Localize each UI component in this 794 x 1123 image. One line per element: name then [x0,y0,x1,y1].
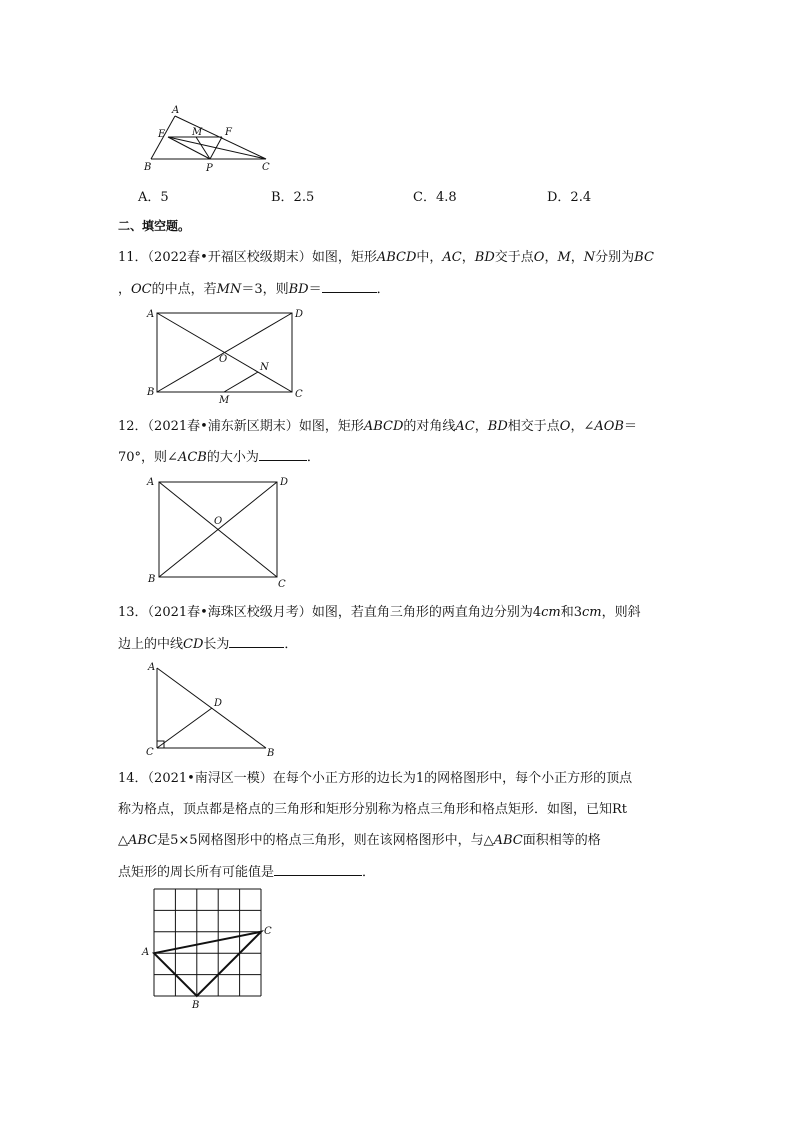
q10-label-a: A [172,105,180,116]
q12-label-c: C [278,579,286,590]
q10-label-f: F [225,127,232,138]
q14-line3: △ABC是5×5网格图形中的格点三角形，则在该网格图形中，与△ABC面积相等的格 [118,833,601,848]
q12-label-a: A [147,477,155,488]
q10-option-c[interactable]: C．4.8 [413,190,457,205]
q10-label-m: M [192,127,203,138]
q12-label-b: B [148,574,156,585]
q14-label-b: B [192,1000,200,1011]
q14-label-c: C [264,926,272,937]
q12-line2: 70°，则∠ACB的大小为 ． [118,447,320,468]
q13-line1: 13．（2021春•海珠区校级月考）如图，若直角三角形的两直角边分别为4cm和3cm，则斜 [118,605,641,620]
q13-label-c: C [146,747,154,758]
q11-label-m: M [219,395,230,406]
q11-label-b: B [147,387,155,398]
q10-label-e: E [158,129,166,140]
q13-line2: 边上的中线CD长为 ． [118,634,297,655]
q11-line1: 11．（2022春•开福区校级期末）如图，矩形ABCD中，AC，BD交于点O，M，N分别为BC [118,250,654,265]
q10-label-c: C [262,162,270,173]
q12-label-d: D [280,477,289,488]
q11-label-n: N [260,362,269,373]
q10-label-b: B [144,162,152,173]
q10-label-p: P [206,163,213,174]
q14-line2: 称为格点，顶点都是格点的三角形和矩形分别称为格点三角形和格点矩形．如图，已知Rt [118,802,628,817]
q14-label-a: A [142,947,150,958]
q14-line1: 14．（2021•南浔区一模）在每个小正方形的边长为1的网格图形中，每个小正方形的顶点 [118,771,633,786]
q10-option-a[interactable]: A．5 [138,190,169,205]
q11-line2: ，OC的中点，若MN＝3，则BD＝ ． [118,279,390,300]
q11-label-o: O [219,354,228,365]
q14-triangle-abc [154,932,261,996]
q12-label-o: O [214,516,223,527]
q11-label-c: C [295,389,303,400]
section-title: 二、填空题。 [118,219,191,233]
q13-label-a: A [148,662,156,673]
q13-label-b: B [267,748,275,759]
q10-option-d[interactable]: D．2.4 [547,190,592,205]
q11-label-a: A [147,309,155,320]
q13-label-d: D [214,698,223,709]
q12-line1: 12．（2021春•浦东新区期末）如图，矩形ABCD的对角线AC，BD相交于点O，∠AOB＝ [118,419,637,434]
q14-line4: 点矩形的周长所有可能值是 ． [118,862,375,883]
q10-option-b[interactable]: B．2.5 [271,190,315,205]
q11-label-d: D [295,309,304,320]
